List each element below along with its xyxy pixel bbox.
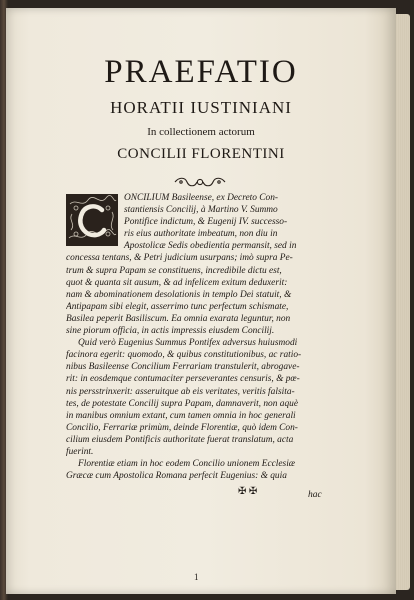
text-line: sine piorum officia, in actis impressis eiusdem Concilij. (66, 326, 275, 337)
text-line: trum & supra Papam se constituens, incredibile dictu est, (66, 265, 282, 276)
text-line: facinora egerit: quomodo, & quibus constitutionibus, ac ratio- (66, 350, 302, 361)
catchword: hac (308, 490, 322, 500)
text-line: Florentiæ etiam in hoc eodem Concilio unionem Ecclesiæ (78, 459, 296, 470)
book-page (6, 8, 396, 594)
page-edges (396, 14, 410, 590)
text-line: tes, de potestate Concilij supra Papam, damnaverit, non aquè (66, 398, 299, 409)
text-line: Concilio, Ferrariæ primùm, deinde Florentiæ, quò idem Con- (66, 422, 298, 433)
text-line: cilium eiusdem Pontificis authoritate fuerat translatum, acta (66, 434, 294, 445)
text-line: Apostolicæ Sedis obedientia permansit, sed in (124, 241, 297, 252)
text-line: Quid verò Eugenius Summus Pontifex adversus huiusmodi (78, 338, 298, 349)
text-line: Græcæ cum Apostolica Romana perfecit Eugenius: & quia (66, 471, 287, 482)
signature-mark: ✠ ✠ (238, 486, 258, 497)
page-number: 1 (194, 572, 199, 582)
text-line: in manibus omnium extant, cum tamen omnia in hoc generali (66, 410, 296, 421)
preface-text (66, 192, 346, 482)
text-line: nibus Basileense Concilium Ferrariam transtulerit, abrogave- (66, 362, 300, 373)
ornament-icon (171, 176, 229, 188)
text-line: Antipapam sibi elegit, asserrimo tunc perfectum schismate, (66, 301, 289, 312)
text-line: fuerint. (66, 446, 94, 457)
text-line: nam & abominationem desolationis in templo Dei statuit, & (66, 289, 292, 300)
text-line: concessa tentans, & Petri judicium usurpans; imò supra Pe- (66, 253, 293, 264)
text-line: ONCILIUM Basileense, ex Decreto Con- (124, 193, 279, 203)
text-line: nis persstrinxerit: asseruitque ab eis veritates, veritis falsita- (66, 386, 295, 397)
collection-subtitle: In collectionem actorum (147, 126, 255, 138)
text-line: Basilea peperit Basiliscum. Ea omnia exarata leguntur, non (66, 313, 291, 324)
page-title: PRAEFATIO (104, 54, 298, 90)
text-line: ris eius authoritate imbeatum, non diu in (124, 229, 278, 240)
author-heading: HORATII IUSTINIANI (110, 98, 292, 117)
text-line: quot & quanta sit ausum, & ad infelicem exitum deduxerit: (66, 277, 288, 288)
council-heading: CONCILII FLORENTINI (117, 146, 285, 162)
text-line: stantiensis Concilij, à Martino V. Summo (124, 205, 278, 216)
text-line: Pontifice indictum, & Eugenij IV. successo- (124, 217, 288, 228)
text-line: rit: in eosdemque contumaciter perseverantes censuris, & pœ- (66, 374, 300, 385)
